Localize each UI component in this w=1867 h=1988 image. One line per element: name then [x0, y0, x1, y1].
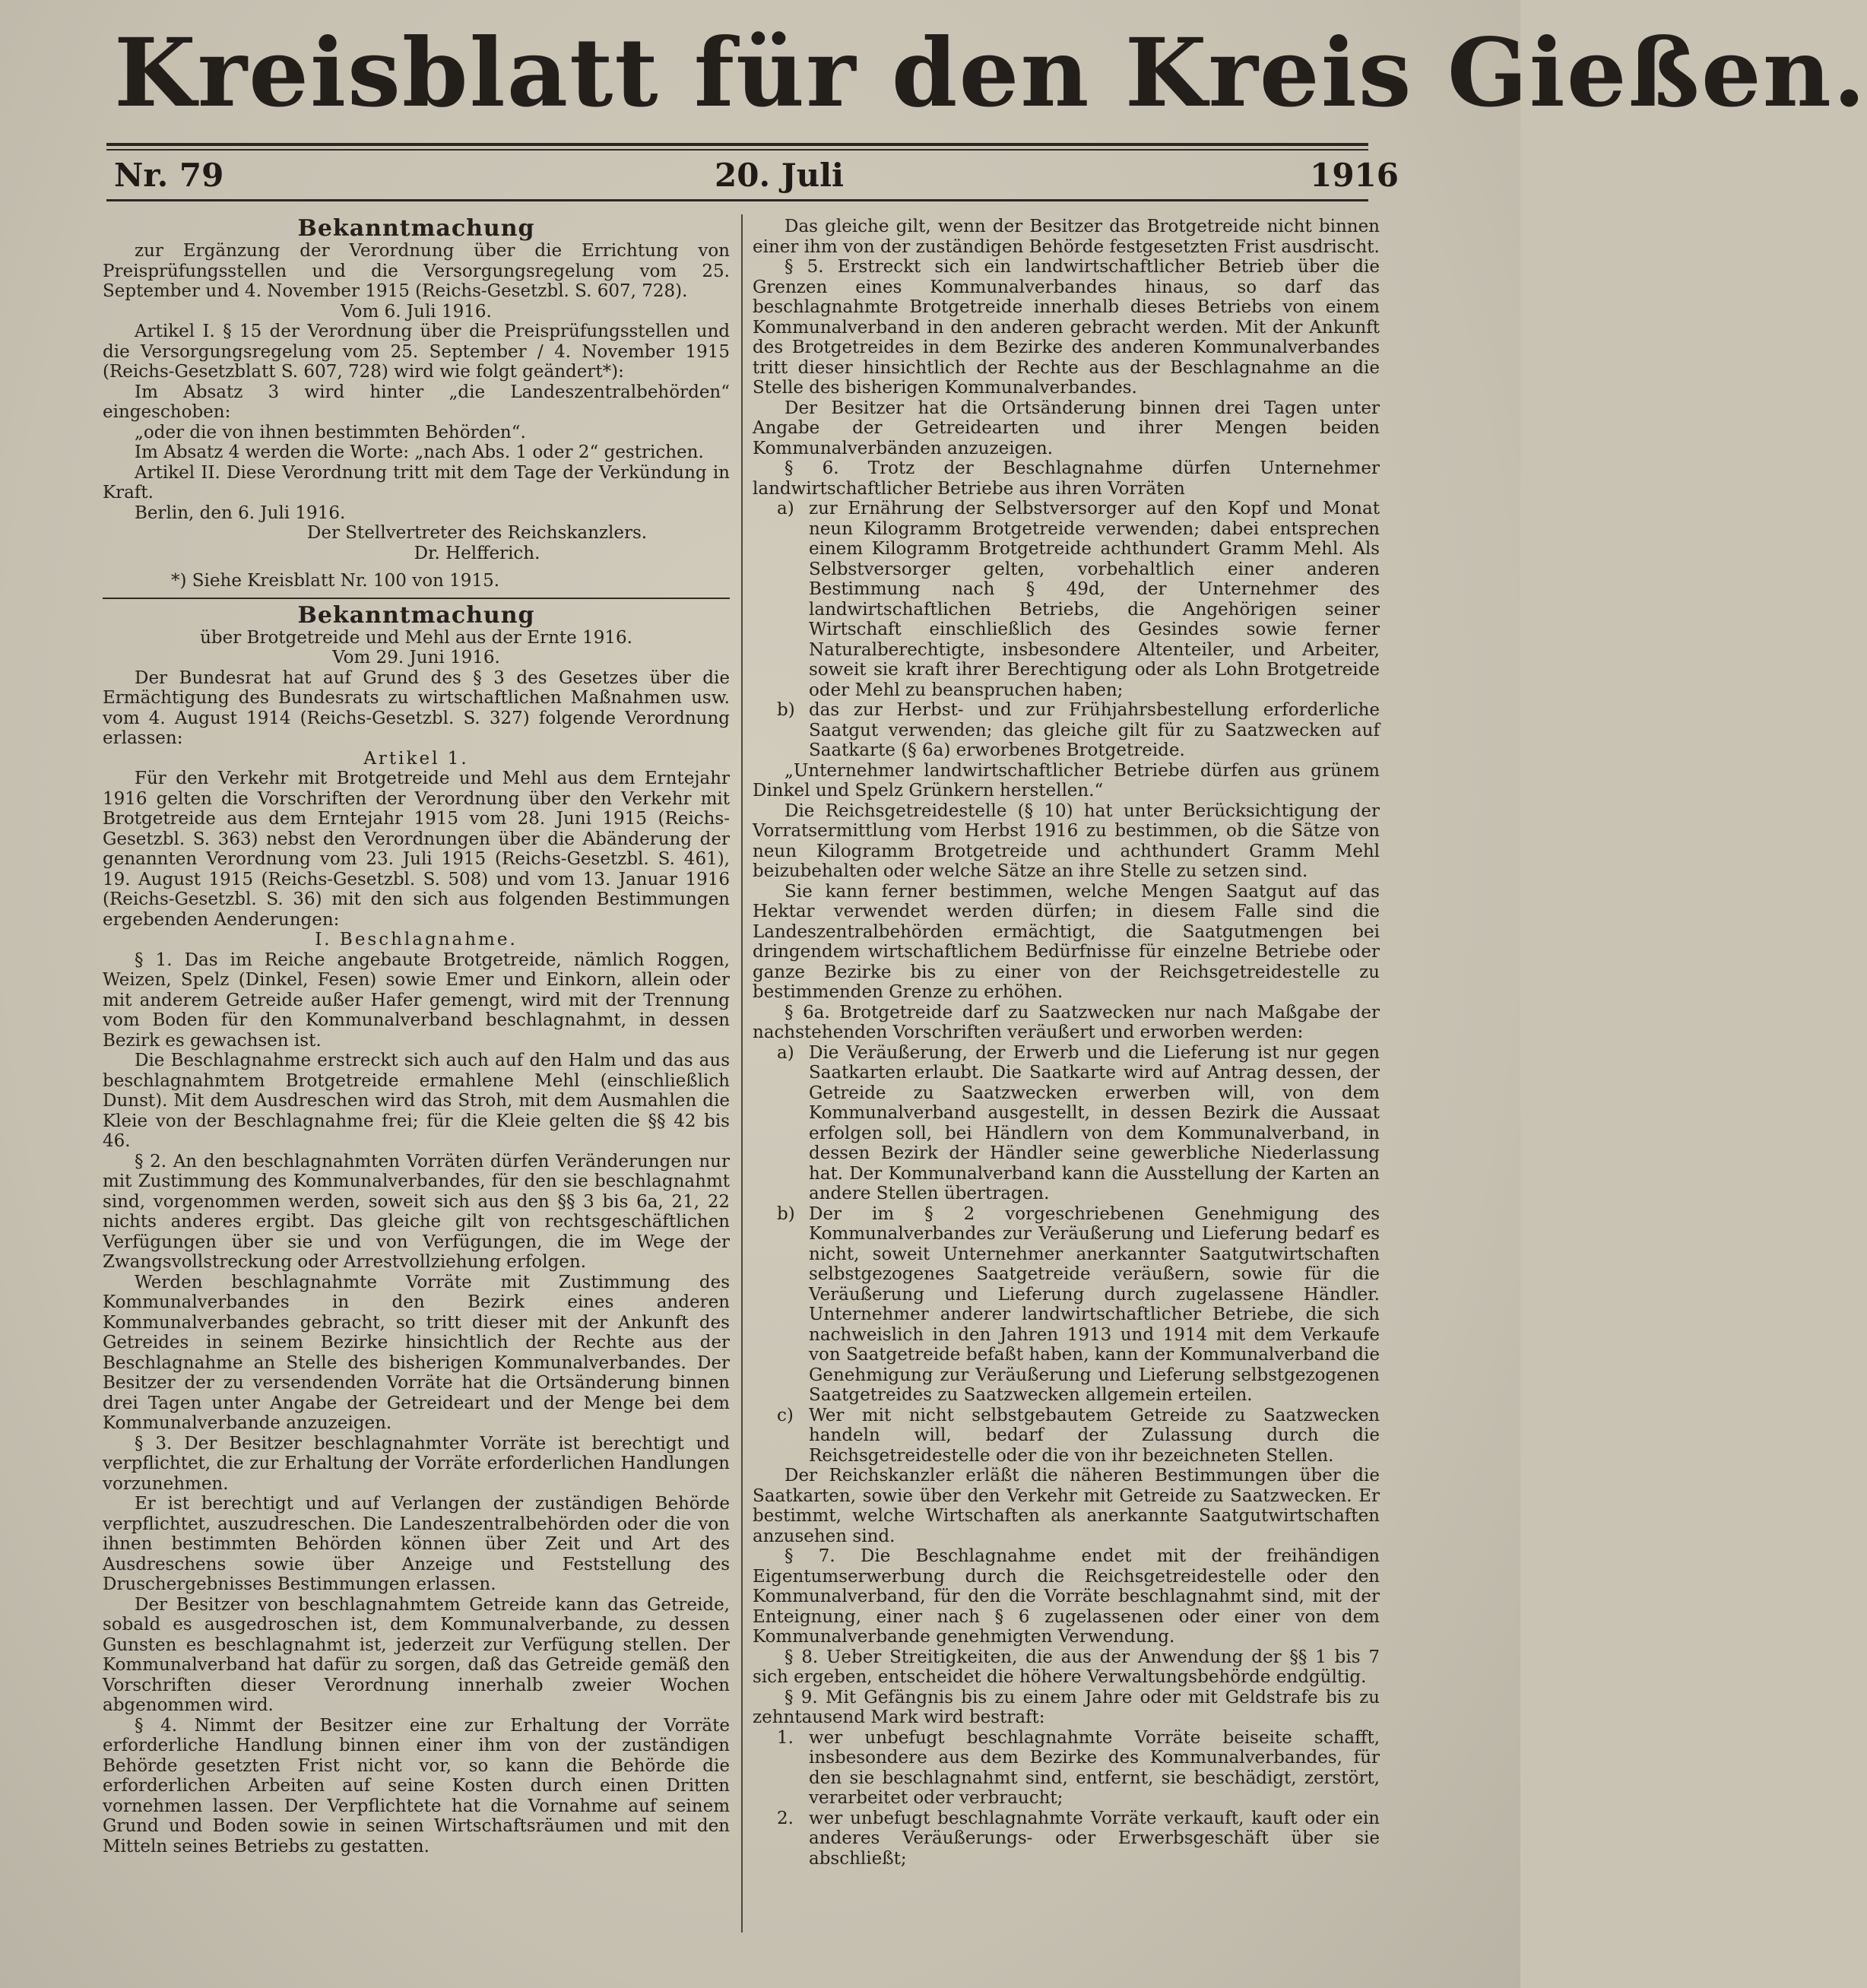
article-paragraph: Der Besitzer von beschlagnahmtem Getreide kann das Getreide, sobald es ausgedroschen ist, dem Kommunalverbande, zu dessen Gunsten es beschlagnahmt ist, jederzeit zur Verfügung stellen. Der Kommunalverband hat dafür zu sorgen, daß das Getreide gemäß den Vorschriften dieser Verordnung innerhalb zweier Wochen abgenommen wird.	[103, 1594, 730, 1715]
article-artikel-label: Artikel 1.	[363, 748, 469, 769]
list-item-label: 1.	[777, 1727, 794, 1748]
article-paragraph: § 9. Mit Gefängnis bis zu einem Jahre oder mit Geldstrafe bis zu zehntausend Mark wird bestraft:	[753, 1687, 1380, 1727]
list-item-text: wer unbefugt beschlagnahmte Vorräte beiseite schafft, insbesondere aus dem Bezirke des Kommunalverbandes, für den sie beschlagnahmt sind, entfernt, sie beschädigt, zerstört, verarbeitet oder verbraucht;	[809, 1727, 1380, 1808]
column-left	[103, 217, 730, 1920]
list-item	[753, 1204, 1380, 1406]
article-paragraph: Die Reichsgetreidestelle (§ 10) hat unter Berücksichtigung der Vorratsermittlung vom Herbst 1916 zu bestimmen, ob die Sätze von neun Kilogramm Brotgetreide und achthundert Gramm Mehl beizubehalten oder welche Sätze an ihre Stelle zu setzen sind.	[753, 801, 1380, 881]
article-separator	[103, 598, 730, 599]
article-section-heading: I. Beschlagnahme.	[315, 930, 518, 950]
column-right	[753, 217, 1380, 1920]
list-item	[753, 1809, 1380, 1869]
list-item	[753, 1728, 1380, 1809]
article-paragraph: Für den Verkehr mit Brotgetreide und Mehl aus dem Erntejahr 1916 gelten die Vorschriften der Verordnung über den Verkehr mit Brotgetreide aus dem Erntejahr 1915 vom 28. Juni 1915 (Reichs-Gesetzbl. S. 363) nebst den Verordnungen über die Abänderung der genannten Verordnung vom 23. Juli 1915 (Reichs-Gesetzbl. S. 461), 19. August 1915 (Reichs-Gesetzbl. S. 508) und vom 13. Januar 1916 (Reichs-Gesetzbl. S. 36) mit den sich aus folgenden Bestimmungen ergebenden Aenderungen:	[103, 769, 730, 930]
list-item-label: c)	[777, 1405, 794, 1425]
list-item-text: Der im § 2 vorgeschriebenen Genehmigung des Kommunalverbandes zur Veräußerung und Lieferung bedarf es nicht, soweit Unternehmer anerkannter Saatgutwirtschaften selbstgezogenes Saatgetreide veräußern, sowie für die Veräußerung und Lieferung durch zugelassene Händler. Unternehmer anderer landwirtschaftlicher Betriebe, die sich nachweislich in den Jahren 1913 und 1914 mit dem Verkaufe von Saatgetreide befaßt haben, kann der Kommunalverband die Genehmigung zur Veräußerung und Lieferung selbstgezogenen Saatgetreides zu Saatzwecken allgemein erteilen.	[809, 1203, 1380, 1405]
list-item-label: a)	[777, 499, 794, 518]
list-item-label: a)	[777, 1042, 794, 1063]
article-heading: Bekanntmachung	[297, 215, 535, 242]
column-divider	[741, 214, 743, 1933]
list-item-label: 2.	[777, 1808, 794, 1828]
list-item	[753, 1043, 1380, 1204]
list-item-text: wer unbefugt beschlagnahmte Vorräte verkauft, kauft oder ein anderes Veräußerungs- oder Erwerbsgeschäft über sie abschließt;	[809, 1808, 1380, 1869]
issue-rule	[106, 199, 1368, 201]
article-paragraph: Der Besitzer hat die Ortsänderung binnen drei Tagen unter Angabe der Getreidearten und ihrer Mengen beiden Kommunalverbänden anzuzeigen.	[753, 398, 1380, 458]
article-paragraph: Das gleiche gilt, wenn der Besitzer das Brotgetreide nicht binnen einer ihm von der zuständigen Behörde festgesetzten Frist ausdrischt.	[753, 217, 1380, 257]
article-paragraph: Im Absatz 3 wird hinter „die Landeszentralbehörden“ eingeschoben:	[103, 382, 730, 422]
article-signature-title: Der Stellvertreter des Reichskanzlers.	[306, 523, 648, 543]
issue-date: 20. Juli	[715, 157, 845, 194]
article-paragraph: § 4. Nimmt der Besitzer eine zur Erhaltung der Vorräte erforderliche Handlung binnen einer ihm von der zuständigen Behörde gesetzten Frist nicht vor, so kann die Behörde die erforderlichen Arbeiten auf seine Kosten durch einen Dritten vornehmen lassen. Der Verpflichtete hat die Vornahme auf seinem Grund und Boden sowie in seinen Wirtschaftsräumen und mit den Mitteln seines Betriebs zu gestatten.	[103, 1715, 730, 1856]
article-paragraph: zur Ergänzung der Verordnung über die Errichtung von Preisprüfungsstellen und die Versorgungsregelung vom 25. September und 4. November 1915 (Reichs-Gesetzbl. S. 607, 728).	[103, 241, 730, 301]
masthead-rule-bottom	[106, 149, 1368, 151]
article-paragraph: § 5. Erstreckt sich ein landwirtschaftlicher Betrieb über die Grenzen eines Kommunalverbandes hinaus, so darf das beschlagnahmte Brotgetreide innerhalb dieses Betriebs von einem Kommunalverband in den anderen gebracht werden. Mit der Ankunft des Brotgetreides in dem Bezirke des anderen Kommunalverbandes tritt dieser hinsichtlich der Rechte aus der Beschlagnahme an die Stelle des bisherigen Kommunalverbandes.	[753, 257, 1380, 398]
article-paragraph: § 6. Trotz der Beschlagnahme dürfen Unternehmer landwirtschaftlicher Betriebe aus ihren Vorräten	[753, 458, 1380, 499]
list-item-text: Wer mit nicht selbstgebautem Getreide zu Saatzwecken handeln will, bedarf der Zulassung durch die Reichsgetreidestelle oder die von ihr bezeichneten Stellen.	[809, 1405, 1380, 1466]
list-item-label: b)	[777, 1203, 795, 1224]
article-paragraph: § 6a. Brotgetreide darf zu Saatzwecken nur nach Maßgabe der nachstehenden Vorschriften veräußert und erworben werden:	[753, 1002, 1380, 1042]
article-place-date: Berlin, den 6. Juli 1916.	[135, 503, 346, 523]
list-item	[753, 700, 1380, 761]
article-paragraph: § 7. Die Beschlagnahme endet mit der freihändigen Eigentumserwerbung durch die Reichsgetreidestelle oder den Kommunalverband, für den die Vorräte beschlagnahmt sind, mit der Enteignung, einer nach § 6 zugelassenen oder einer von dem Kommunalverbande genehmigten Verwendung.	[753, 1546, 1380, 1647]
masthead-title: Kreisblatt für den Kreis Gießen.	[114, 18, 1867, 128]
article-paragraph: § 2. An den beschlagnahmten Vorräten dürfen Veränderungen nur mit Zustimmung des Kommunalverbandes, für den sie beschlagnahmt sind, vorgenommen werden, soweit sich aus den §§ 3 bis 6a, 21, 22 nichts anderes ergibt. Das gleiche gilt von rechtsgeschäftlichen Verfügungen über sie und von Verfügungen, die im Wege der Zwangsvollstreckung oder Arrestvollziehung erfolgen.	[103, 1151, 730, 1272]
article-heading: Bekanntmachung	[297, 601, 535, 629]
list-item	[753, 1406, 1380, 1466]
list-item	[753, 499, 1380, 700]
article-paragraph: § 8. Ueber Streitigkeiten, die aus der Anwendung der §§ 1 bis 7 sich ergeben, entscheidet die höhere Verwaltungsbehörde endgültig.	[753, 1647, 1380, 1687]
article-paragraph: „oder die von ihnen bestimmten Behörden“.	[135, 422, 526, 442]
article-paragraph: „Unternehmer landwirtschaftlicher Betriebe dürfen aus grünem Dinkel und Spelz Grünkern herstellen.“	[753, 760, 1380, 801]
article-paragraph: Der Bundesrat hat auf Grund des § 3 des Gesetzes über die Ermächtigung des Bundesrats zu wirtschaftlichen Maßnahmen usw. vom 4. August 1914 (Reichs-Gesetzbl. S. 327) folgende Verordnung erlassen:	[103, 667, 730, 748]
article-paragraph: Er ist berechtigt und auf Verlangen der zuständigen Behörde verpflichtet, auszudreschen. Die Landeszentralbehörden oder die von ihnen bestimmten Behörden können über Zeit und Art des Ausdreschens sowie über Anzeige und Feststellung des Druschergebnisses Bestimmungen erlassen.	[103, 1494, 730, 1594]
article-paragraph: Sie kann ferner bestimmen, welche Mengen Saatgut auf das Hektar verwendet werden dürfen; in diesem Falle sind die Landeszentralbehörden ermächtigt, die Saatgutmengen bei dringendem wirtschaftlichem Bedürfnisse für einzelne Betriebe oder ganze Bezirke bis zu einer von der Reichsgetreidestelle zu bestimmenden Grenze zu erhöhen.	[753, 881, 1380, 1002]
issue-number: Nr. 79	[114, 157, 224, 194]
article-date: Vom 6. Juli 1916.	[341, 301, 492, 322]
article-paragraph: Im Absatz 4 werden die Worte: „nach Abs. 1 oder 2“ gestrichen.	[135, 442, 704, 462]
list-item-text: Die Veräußerung, der Erwerb und die Lieferung ist nur gegen Saatkarten erlaubt. Die Saatkarte wird auf Antrag dessen, der Getreide zu Saatzwecken erwerben will, von dem Kommunalverband ausgestellt, in dessen Bezirk die Aussaat erfolgen soll, bei Händlern von dem Kommunalverband, in dessen Bezirk der Händler seine gewerbliche Niederlassung hat. Der Kommunalverband kann die Ausstellung der Karten an andere Stellen übertragen.	[809, 1042, 1380, 1203]
article-subtitle: über Brotgetreide und Mehl aus der Ernte 1916.	[200, 627, 632, 648]
list-item-text: das zur Herbst- und zur Frühjahrsbestellung erforderliche Saatgut verwenden; das gleiche gilt für zu Saatzwecken auf Saatkarte (§ 6a) erworbenes Brotgetreide.	[809, 700, 1380, 760]
article-footnote: *) Siehe Kreisblatt Nr. 100 von 1915.	[171, 571, 500, 591]
article-date: Vom 29. Juni 1916.	[332, 648, 500, 667]
article-paragraph: § 3. Der Besitzer beschlagnahmter Vorräte ist berechtigt und verpflichtet, die zur Erhaltung der Vorräte erforderlichen Handlungen vorzunehmen.	[103, 1433, 730, 1494]
article-paragraph: § 1. Das im Reiche angebaute Brotgetreide, nämlich Roggen, Weizen, Spelz (Dinkel, Fesen) sowie Emer und Einkorn, allein oder mit anderem Getreide außer Hafer gemengt, wird mit der Trennung vom Boden für den Kommunalverband beschlagnahmt, in dessen Bezirk es gewachsen ist.	[103, 950, 730, 1051]
masthead-rule-top	[106, 143, 1368, 146]
article-paragraph: Werden beschlagnahmte Vorräte mit Zustimmung des Kommunalverbandes in den Bezirk eines anderen Kommunalverbandes gebracht, so tritt dieser mit der Ankunft des Getreides in seinem Bezirke hinsichtlich der Rechte aus der Beschlagnahme an Stelle des bisherigen Kommunalverbandes. Der Besitzer der zu versendenden Vorräte hat die Ortsänderung binnen drei Tagen unter Angabe der Getreideart und der Menge bei dem Kommunalverbande anzuzeigen.	[103, 1272, 730, 1433]
list-item-label: b)	[777, 700, 795, 720]
article-paragraph: Der Reichskanzler erläßt die näheren Bestimmungen über die Saatkarten, sowie über den Verkehr mit Getreide zu Saatzwecken. Er bestimmt, welche Wirtschaften als anerkannte Saatgutwirtschaften anzusehen sind.	[753, 1466, 1380, 1546]
article-signature-name: Dr. Helfferich.	[414, 543, 540, 563]
article-paragraph: Artikel II. Diese Verordnung tritt mit dem Tage der Verkündung in Kraft.	[103, 462, 730, 503]
article-paragraph: Artikel I. § 15 der Verordnung über die Preisprüfungsstellen und die Versorgungsregelung vom 25. September / 4. November 1915 (Reichs-Gesetzblatt S. 607, 728) wird wie folgt geändert*):	[103, 322, 730, 382]
list-item-text: zur Ernährung der Selbstversorger auf den Kopf und Monat neun Kilogramm Brotgetreide verwenden; dabei entsprechen einem Kilogramm Brotgetreide achthundert Gramm Mehl. Als Selbstversorger gelten, vorbehaltlich einer anderen Bestimmung nach § 49d, der Unternehmer des landwirtschaftlichen Betriebs, die Angehörigen seiner Wirtschaft einschließlich des Gesindes sowie ferner Naturalberechtigte, insbesondere Altenteiler, und Arbeiter, soweit sie kraft ihrer Berechtigung oder als Lohn Brotgetreide oder Mehl zu beanspruchen haben;	[809, 499, 1380, 700]
issue-year: 1916	[1310, 157, 1399, 194]
article-paragraph: Die Beschlagnahme erstreckt sich auch auf den Halm und das aus beschlagnahmtem Brotgetreide ermahlene Mehl (einschließlich Dunst). Mit dem Ausdreschen wird das Stroh, mit dem Ausmahlen die Kleie von der Beschlagnahme frei; für die Kleie gelten die §§ 42 bis 46.	[103, 1051, 730, 1151]
